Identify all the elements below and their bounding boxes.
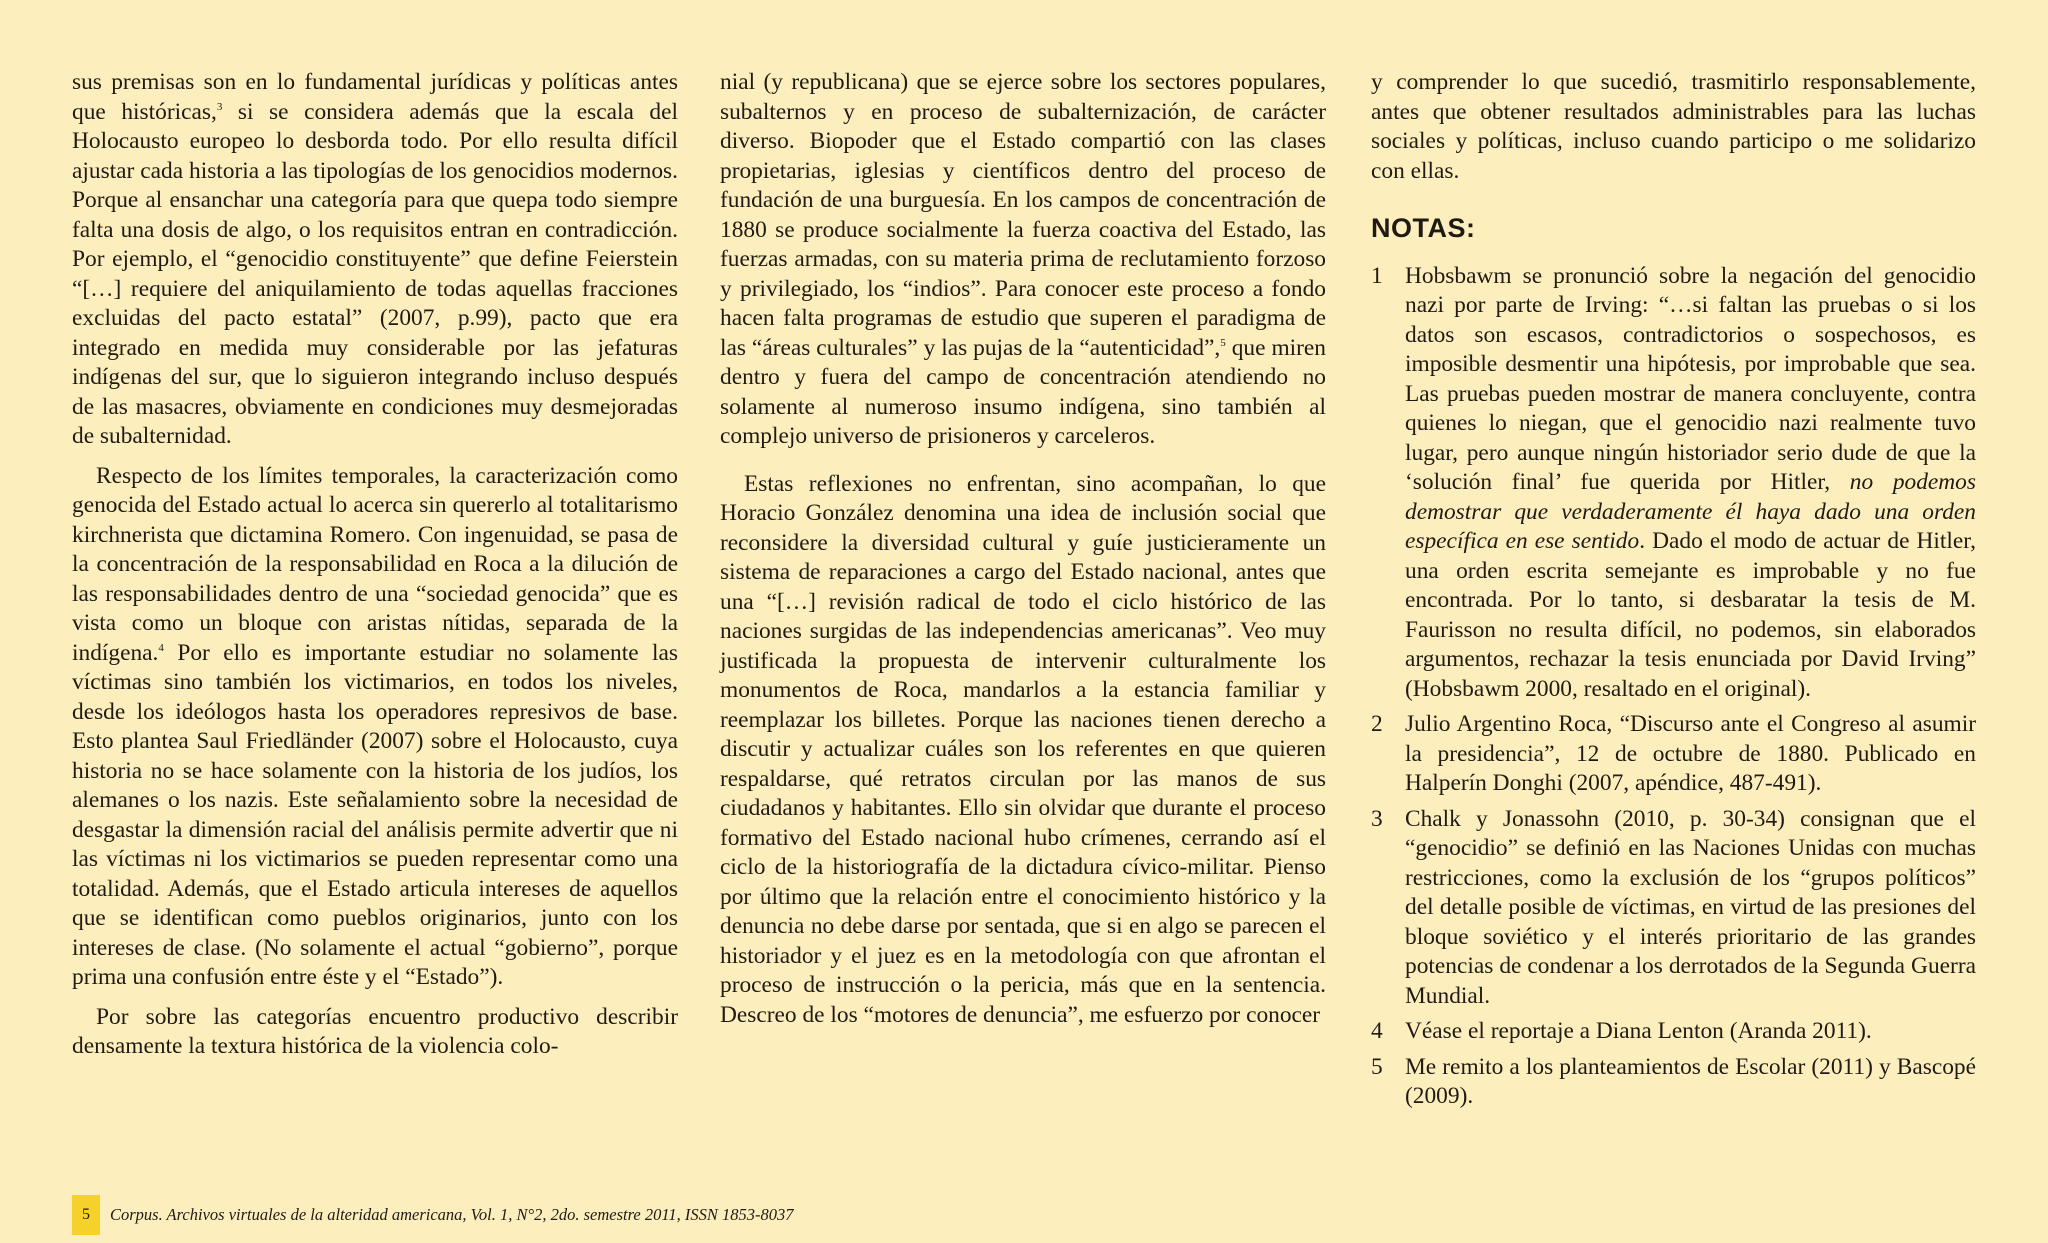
footnote-ref[interactable]: 3 <box>216 100 223 113</box>
note-item <box>1371 805 1976 1012</box>
note-number: 1 <box>1371 262 1383 289</box>
paragraph-text: Por ello es importante estudiar no solamente las víctimas sino también los victimarios, en todos los niveles, desde los ideólogos hasta los operadores represivos de base. Esto plantea Saul Friedländer (2007) sobre el Holocausto, cuya historia no se hace solamente con la historia de los judíos, los alemanes o los nazis. Este señalamiento sobre la necesidad de desgastar la dimensión racial del análisis permite advertir que ni las víctimas ni los victimarios se pueden representar como una totalidad. Además, que el Estado articula intereses de aquellos que se identifican como pueblos originarios, junto con los intereses de clase. (No solamente el actual “gobierno”, porque prima una confusión entre éste y el “Estado”). <box>72 639 678 990</box>
footnote-ref[interactable]: 4 <box>158 641 164 654</box>
notes-list <box>1371 262 1976 1112</box>
paragraph <box>72 1003 678 1062</box>
text-column-2 <box>720 68 1326 1040</box>
note-text: Véase el reportaje a Diana Lenton (Aranda 2011). <box>1405 1018 1872 1044</box>
note-item <box>1371 1017 1976 1047</box>
page-number: 5 <box>72 1195 100 1235</box>
paragraph <box>72 462 678 993</box>
note-number: 2 <box>1371 711 1383 737</box>
paragraph-text: y comprender lo que sucedió, trasmitirlo responsablemente, antes que obtener resultados administrables para las luchas sociales y políticas, incluso cuando participo o me solidarizo con ellas. <box>1371 69 1976 184</box>
journal-citation: Corpus. Archivos virtuales de la alteridad americana, Vol. 1, N°2, 2do. semestre 2011, ISSN 1853-8037 <box>110 1205 794 1224</box>
paragraph-text: que miren dentro y fuera del campo de concentración atendiendo no solamente al numeroso insumo indígena, sino también al complejo universo de prisioneros y carceleros. <box>720 334 1327 449</box>
footnote-ref[interactable]: 5 <box>1220 336 1226 349</box>
note-item <box>1371 262 1976 705</box>
paragraph-text: Estas reflexiones no enfrentan, sino acompañan, lo que Horacio González denomina una idea de inclusión social que reconsidere la diversidad cultural y guíe justicieramente un sistema de reparaciones a cargo del Estado nacional, antes que una “[…] revisión radical de todo el ciclo histórico de las naciones surgidas de las independencias americanas”. Veo muy justificada la propuesta de intervenir culturalmente los monumentos de Roca, mandarlos a la estancia familiar y reemplazar los billetes. Porque las naciones tienen derecho a discutir y actualizar cuáles son los referentes en que quieren respaldarse, qué retratos circulan por las manos de sus ciudadanos y habitantes. Ello sin olvidar que durante el proceso formativo del Estado nacional hubo crímenes, cerrando así el ciclo de la historiografía de la dictadura cívico-militar. Pienso por último que la relación entre el conocimiento histórico y la denuncia no debe darse por sentada, que si en algo se parecen el historiador y el juez es en la metodología con que afrontan el proceso de instrucción o la pericia, más que en la sentencia. Descreo de los “motores de denuncia”, me esfuerzo por conocer <box>720 470 1326 1028</box>
paragraph <box>72 68 678 452</box>
note-number: 4 <box>1371 1018 1383 1044</box>
note-text: Julio Argentino Roca, “Discurso ante el Congreso al asumir la presidencia”, 12 de octubre de 1880. Publicado en Halperín Donghi (2007, apéndice, 487-491). <box>1405 711 1976 796</box>
note-text: Chalk y Jonassohn (2010, p. 30-34) consignan que el “genocidio” se definió en las Naciones Unidas con muchas restricciones, como la exclusión de los “grupos políticos” del detalle posible de víctimas, en virtud de las presiones del bloque soviético y el interés prioritario de las grandes potencias de condenar a los derrotados de la Segunda Guerra Mundial. <box>1405 805 1976 1009</box>
paragraph <box>1371 68 1976 186</box>
paragraph <box>720 68 1326 452</box>
note-number: 3 <box>1371 805 1383 832</box>
paragraph-text: Por sobre las categorías encuentro productivo describir densamente la textura histórica de la violencia colo- <box>72 1003 678 1059</box>
note-item <box>1371 710 1976 799</box>
note-text-emphasis: no podemos demostrar que verdaderamente él haya dado una orden específica en ese sentido <box>1405 469 1976 554</box>
page-footer <box>72 1198 794 1232</box>
note-text: Me remito a los planteamientos de Escolar (2011) y Bascopé (2009). <box>1405 1053 1976 1109</box>
note-text-part: Hobsbawm se pronunció sobre la negación del genocidio nazi por parte de Irving: “…si faltan las pruebas o si los datos son escasos, contradictorios o sospechosos, es imposible desmentir una hipótesis, por improbable que sea. Las pruebas pueden mostrar de manera concluyente, contra quienes lo niegan, que el genocidio nazi realmente tuvo lugar, pero aunque ningún historiador serio dude de que la ‘solución final’ fue querida por Hitler, <box>1405 262 1976 495</box>
paragraph-text: si se considera además que la escala del Holocausto europeo lo desborda todo. Por ello resulta difícil ajustar cada historia a las tipologías de los genocidios modernos. Porque al ensanchar una categoría para que quepa todo siempre falta una dosis de algo, o los requisitos entran en contradicción. Por ejemplo, el “genocidio constituyente” que define Feierstein “[…] requiere del aniquilamiento de todas aquellas fracciones excluidas del pacto estatal” (2007, p.99), pacto que era integrado en medida muy considerable por las jefaturas indígenas del sur, que lo siguieron integrando incluso después de las masacres, obviamente en condiciones muy desmejoradas de subalternidad. <box>72 98 678 449</box>
note-number: 5 <box>1371 1053 1383 1080</box>
note-text-part: . Dado el modo de actuar de Hitler, una orden escrita semejante es improbable y no fue encontrada. Por lo tanto, si desbaratar la tesis de M. Faurisson no resulta difícil, no podemos, sin elaborados argumentos, rechazar la tesis enunciada por David Irving” (Hobsbawm 2000, resaltado en el original). <box>1405 528 1977 702</box>
paragraph <box>720 470 1326 1031</box>
notes-heading: NOTAS: <box>1371 213 1476 243</box>
note-text <box>1405 262 1976 705</box>
note-item <box>1371 1053 1976 1112</box>
paragraph-text: nial (y republicana) que se ejerce sobre los sectores populares, subalternos y en proceso de subalternización, de carácter diverso. Biopoder que el Estado compartió con las clases propietarias, iglesias y científicos dentro del proceso de fundación de una burguesía. En los campos de concentración de 1880 se produce socialmente la fuerza coactiva del Estado, las fuerzas armadas, con su materia prima de reclutamiento forzoso y privilegiado, los “indios”. Para conocer este proceso a fondo hacen falta programas de estudio que superen el paradigma de las “áreas culturales” y las pujas de la “autenticidad”, <box>720 69 1326 361</box>
paragraph-text: Respecto de los límites temporales, la caracterización como genocida del Estado actual lo acerca sin quererlo al totalitarismo kirchnerista que dictamina Romero. Con ingenuidad, se pasa de la concentración de la responsabilidad en Roca a la dilución de las responsabilidades dentro de una “sociedad genocida” que es vista como un bloque con aristas nítidas, separada de la indígena. <box>72 462 678 666</box>
paragraph-text: sus premisas son en lo fundamental jurídicas y políticas antes que históricas, <box>72 69 678 125</box>
text-column-1 <box>72 68 678 1072</box>
text-column-3 <box>1371 68 1976 1118</box>
